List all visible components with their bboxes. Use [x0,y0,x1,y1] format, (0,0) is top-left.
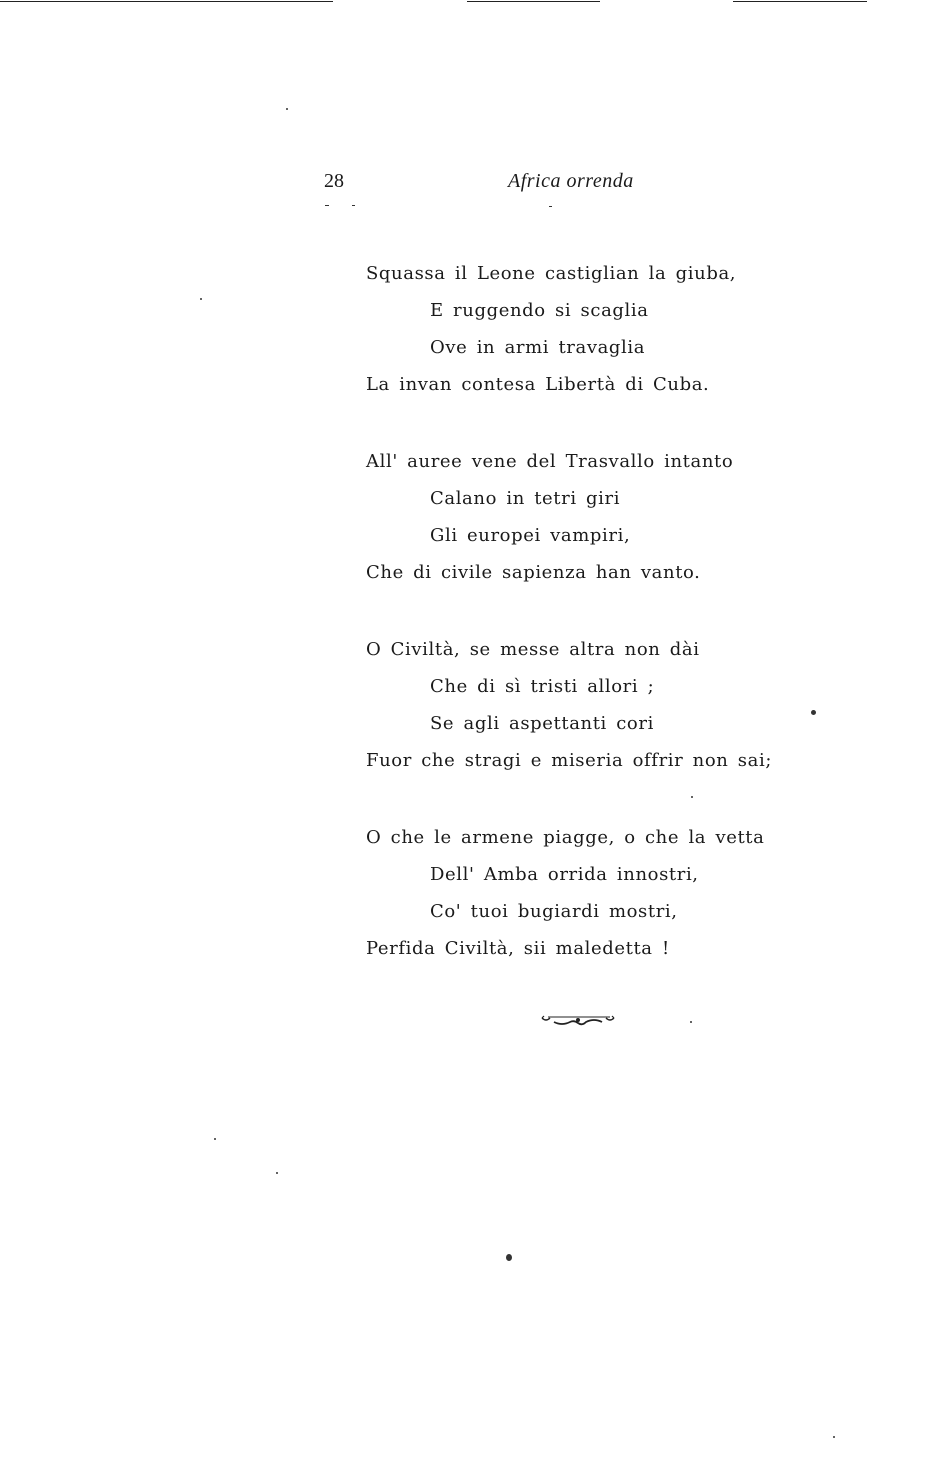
scan-speck [549,206,552,207]
verse-line: O che le armene piagge, o che la vetta [366,827,765,848]
stanza [366,255,836,403]
top-edge-rule [467,1,600,2]
running-title: Africa orrenda [508,170,634,192]
scan-speck [506,1254,512,1261]
scan-speck [325,205,329,206]
stanza [366,443,836,591]
verse-line: Co' tuoi bugiardi mostri, [430,901,678,922]
stanza [366,819,836,967]
scan-speck [276,1172,278,1174]
scan-speck [690,1021,692,1023]
verse-line: Fuor che stragi e miseria offrir non sai; [366,750,772,771]
verse-line: Se agli aspettanti cori [430,713,654,734]
tailpiece-ornament-icon [540,1012,620,1032]
page-number: 28 [324,170,344,192]
verse-line: Gli europei vampiri, [430,525,631,546]
scan-speck [833,1436,835,1438]
verse-line: O Civiltà, se messe altra non dài [366,639,700,660]
verse-line: Dell' Amba orrida innostri, [430,864,699,885]
verse-line: La invan contesa Libertà di Cuba. [366,374,710,395]
top-edge-rule [0,1,333,2]
running-head [320,168,690,198]
verse-line: Che di civile sapienza han vanto. [366,562,701,583]
scan-speck [691,796,693,798]
verse-line: Ove in armi travaglia [430,337,646,358]
verse-line: Che di sì tristi allori ; [430,676,655,697]
scan-speck [811,710,816,715]
stanza [366,631,836,779]
top-edge-rule [733,1,867,2]
poem [366,255,836,967]
verse-line: Calano in tetri giri [430,488,621,509]
scan-speck [214,1138,216,1140]
verse-line: E ruggendo si scaglia [430,300,649,321]
verse-line: Squassa il Leone castiglian la giuba, [366,263,737,284]
scan-speck [286,108,288,110]
scan-speck [200,298,202,300]
scan-speck [352,205,355,206]
verse-line: All' auree vene del Trasvallo intanto [366,451,734,472]
verse-line: Perfida Civiltà, sii maledetta ! [366,938,670,959]
